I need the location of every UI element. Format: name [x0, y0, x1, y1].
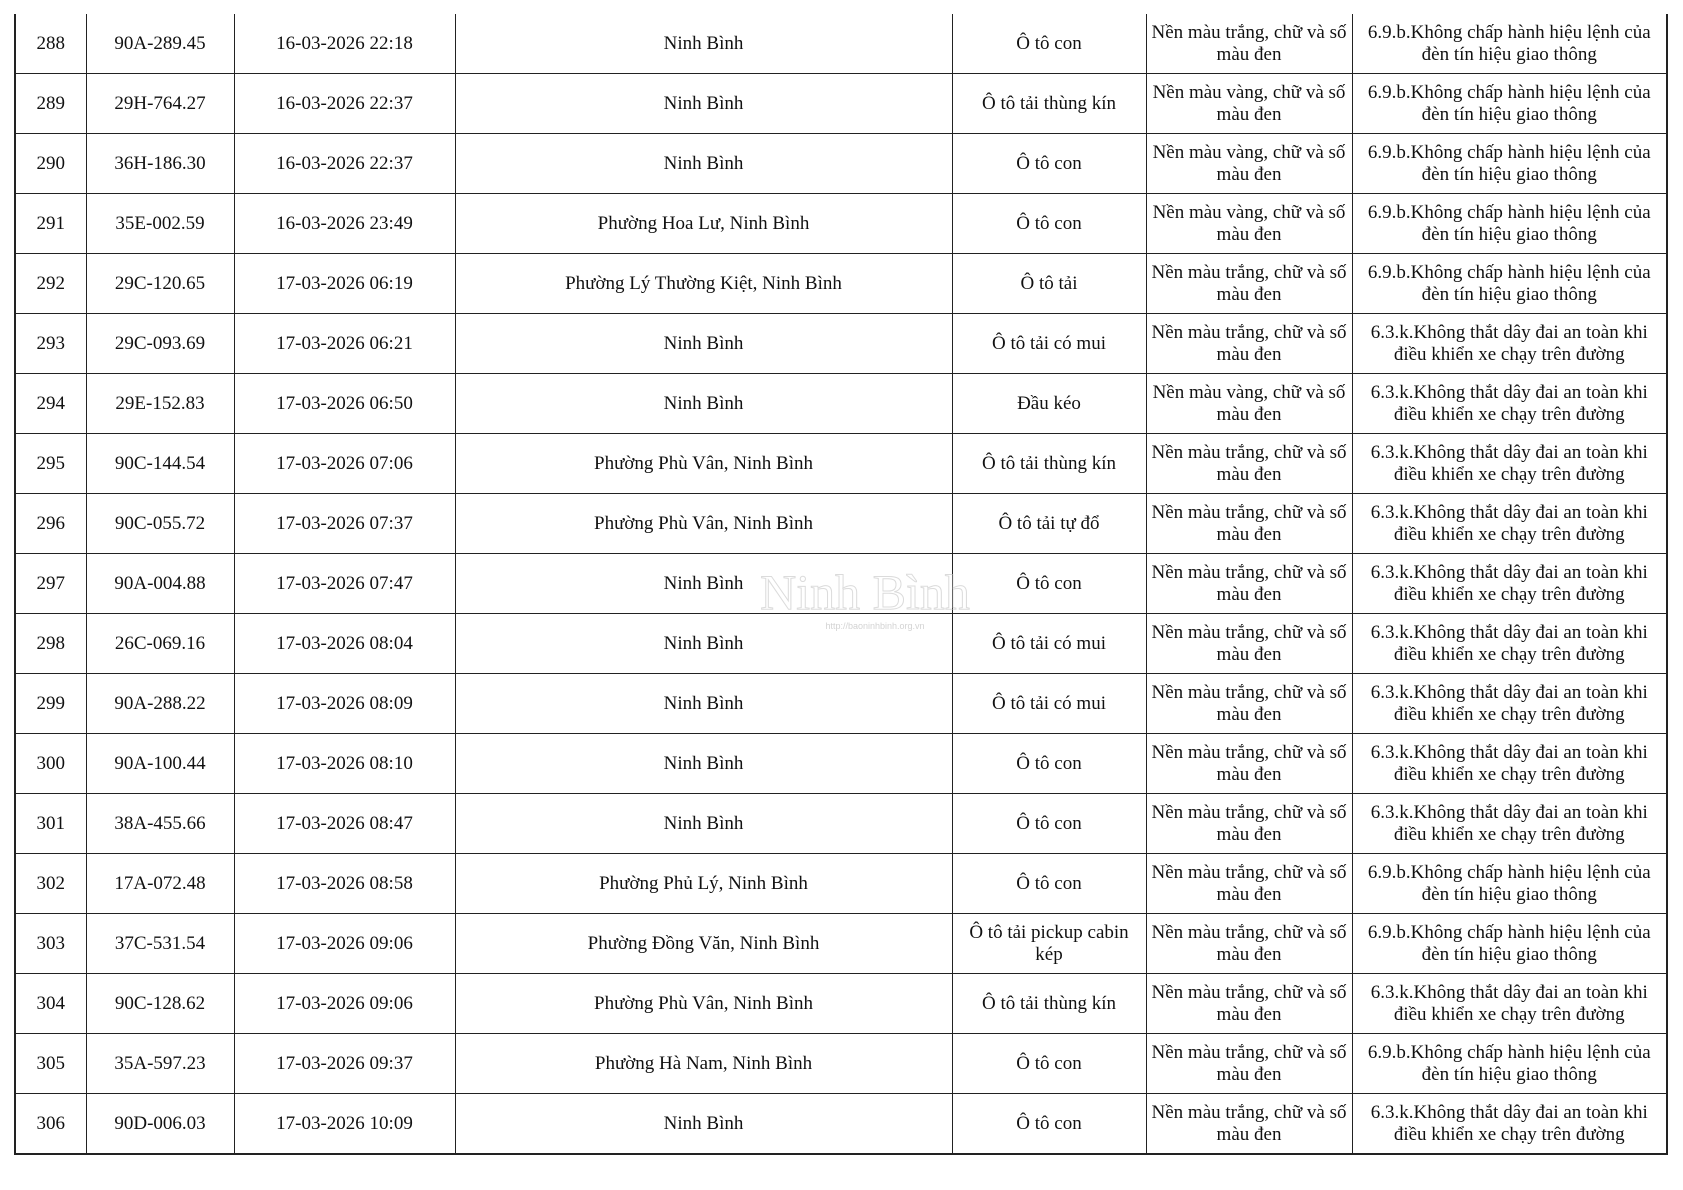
cell-location: Phường Đồng Văn, Ninh Bình	[455, 914, 952, 974]
table-row	[15, 1094, 1667, 1155]
cell-time: 17-03-2026 07:06	[234, 434, 455, 494]
cell-vehicle-type: Ô tô con	[952, 194, 1146, 254]
cell-plate-color: Nền màu vàng, chữ và số màu đen	[1146, 134, 1352, 194]
cell-violation: 6.9.b.Không chấp hành hiệu lệnh của đèn tín hiệu giao thông	[1352, 914, 1667, 974]
cell-vehicle-type: Ô tô tải	[952, 254, 1146, 314]
cell-time: 17-03-2026 07:37	[234, 494, 455, 554]
cell-plate: 29C-120.65	[86, 254, 234, 314]
cell-plate-color: Nền màu trắng, chữ và số màu đen	[1146, 14, 1352, 74]
table-row	[15, 974, 1667, 1034]
cell-vehicle-type: Ô tô tải có mui	[952, 314, 1146, 374]
cell-plate-color: Nền màu trắng, chữ và số màu đen	[1146, 494, 1352, 554]
cell-stt: 291	[15, 194, 86, 254]
cell-violation: 6.3.k.Không thắt dây đai an toàn khi điều khiển xe chạy trên đường	[1352, 974, 1667, 1034]
cell-violation: 6.9.b.Không chấp hành hiệu lệnh của đèn tín hiệu giao thông	[1352, 854, 1667, 914]
cell-location: Phường Hà Nam, Ninh Bình	[455, 1034, 952, 1094]
cell-time: 17-03-2026 10:09	[234, 1094, 455, 1155]
cell-plate: 90D-006.03	[86, 1094, 234, 1155]
cell-time: 16-03-2026 23:49	[234, 194, 455, 254]
table-row	[15, 314, 1667, 374]
cell-violation: 6.3.k.Không thắt dây đai an toàn khi điều khiển xe chạy trên đường	[1352, 794, 1667, 854]
cell-plate: 37C-531.54	[86, 914, 234, 974]
table-row	[15, 374, 1667, 434]
table-row	[15, 734, 1667, 794]
cell-violation: 6.9.b.Không chấp hành hiệu lệnh của đèn tín hiệu giao thông	[1352, 1034, 1667, 1094]
table-row	[15, 434, 1667, 494]
cell-violation: 6.3.k.Không thắt dây đai an toàn khi điều khiển xe chạy trên đường	[1352, 674, 1667, 734]
table-row	[15, 554, 1667, 614]
cell-time: 17-03-2026 09:06	[234, 914, 455, 974]
table-row	[15, 134, 1667, 194]
table-row	[15, 14, 1667, 74]
cell-location: Ninh Bình	[455, 314, 952, 374]
table-body	[15, 14, 1667, 1154]
cell-stt: 290	[15, 134, 86, 194]
table-row	[15, 1034, 1667, 1094]
watermark-title: Ninh Bình	[760, 565, 970, 620]
cell-plate-color: Nền màu vàng, chữ và số màu đen	[1146, 74, 1352, 134]
cell-stt: 293	[15, 314, 86, 374]
cell-location: Ninh Bình	[455, 74, 952, 134]
cell-location: Ninh Bình	[455, 134, 952, 194]
cell-violation: 6.3.k.Không thắt dây đai an toàn khi điều khiển xe chạy trên đường	[1352, 734, 1667, 794]
cell-plate-color: Nền màu trắng, chữ và số màu đen	[1146, 1094, 1352, 1155]
cell-vehicle-type: Ô tô tải có mui	[952, 614, 1146, 674]
cell-stt: 296	[15, 494, 86, 554]
cell-location: Ninh Bình	[455, 374, 952, 434]
cell-stt: 306	[15, 1094, 86, 1155]
cell-violation: 6.9.b.Không chấp hành hiệu lệnh của đèn tín hiệu giao thông	[1352, 74, 1667, 134]
table-row	[15, 194, 1667, 254]
cell-plate: 29H-764.27	[86, 74, 234, 134]
cell-plate: 36H-186.30	[86, 134, 234, 194]
cell-stt: 289	[15, 74, 86, 134]
cell-vehicle-type: Ô tô con	[952, 134, 1146, 194]
cell-stt: 295	[15, 434, 86, 494]
cell-vehicle-type: Ô tô tải có mui	[952, 674, 1146, 734]
cell-time: 17-03-2026 08:47	[234, 794, 455, 854]
cell-plate: 38A-455.66	[86, 794, 234, 854]
cell-time: 17-03-2026 09:06	[234, 974, 455, 1034]
cell-time: 16-03-2026 22:37	[234, 74, 455, 134]
table-row	[15, 794, 1667, 854]
cell-location: Ninh Bình	[455, 674, 952, 734]
cell-stt: 300	[15, 734, 86, 794]
cell-violation: 6.3.k.Không thắt dây đai an toàn khi điều khiển xe chạy trên đường	[1352, 1094, 1667, 1155]
cell-violation: 6.3.k.Không thắt dây đai an toàn khi điều khiển xe chạy trên đường	[1352, 374, 1667, 434]
cell-stt: 303	[15, 914, 86, 974]
cell-location: Phường Phủ Lý, Ninh Bình	[455, 854, 952, 914]
cell-vehicle-type: Ô tô con	[952, 794, 1146, 854]
violations-table	[14, 14, 1668, 1155]
cell-vehicle-type: Ô tô con	[952, 1094, 1146, 1155]
cell-location: Ninh Bình	[455, 554, 952, 614]
table-row	[15, 854, 1667, 914]
document-page	[14, 14, 1666, 1155]
cell-plate-color: Nền màu vàng, chữ và số màu đen	[1146, 194, 1352, 254]
cell-plate: 90C-128.62	[86, 974, 234, 1034]
table-row	[15, 674, 1667, 734]
cell-location: Phường Phù Vân, Ninh Bình	[455, 434, 952, 494]
cell-plate: 90A-289.45	[86, 14, 234, 74]
cell-plate-color: Nền màu trắng, chữ và số màu đen	[1146, 314, 1352, 374]
cell-plate: 35A-597.23	[86, 1034, 234, 1094]
cell-time: 17-03-2026 08:04	[234, 614, 455, 674]
cell-stt: 302	[15, 854, 86, 914]
cell-time: 17-03-2026 06:19	[234, 254, 455, 314]
cell-stt: 297	[15, 554, 86, 614]
cell-vehicle-type: Ô tô con	[952, 1034, 1146, 1094]
cell-plate: 90C-144.54	[86, 434, 234, 494]
cell-plate: 90A-004.88	[86, 554, 234, 614]
cell-plate-color: Nền màu trắng, chữ và số màu đen	[1146, 254, 1352, 314]
cell-vehicle-type: Ô tô tải thùng kín	[952, 74, 1146, 134]
cell-location: Ninh Bình	[455, 614, 952, 674]
cell-location: Ninh Bình	[455, 734, 952, 794]
cell-violation: 6.3.k.Không thắt dây đai an toàn khi điều khiển xe chạy trên đường	[1352, 434, 1667, 494]
cell-plate: 90C-055.72	[86, 494, 234, 554]
cell-plate: 29C-093.69	[86, 314, 234, 374]
cell-violation: 6.3.k.Không thắt dây đai an toàn khi điều khiển xe chạy trên đường	[1352, 494, 1667, 554]
table-row	[15, 254, 1667, 314]
cell-stt: 299	[15, 674, 86, 734]
watermark-url: http://baoninhbinh.org.vn	[825, 621, 925, 631]
cell-time: 17-03-2026 06:50	[234, 374, 455, 434]
cell-location: Phường Hoa Lư, Ninh Bình	[455, 194, 952, 254]
cell-time: 17-03-2026 08:09	[234, 674, 455, 734]
cell-time: 16-03-2026 22:37	[234, 134, 455, 194]
cell-stt: 292	[15, 254, 86, 314]
cell-plate-color: Nền màu trắng, chữ và số màu đen	[1146, 1034, 1352, 1094]
cell-location: Phường Lý Thường Kiệt, Ninh Bình	[455, 254, 952, 314]
cell-plate-color: Nền màu trắng, chữ và số màu đen	[1146, 614, 1352, 674]
cell-location: Ninh Bình	[455, 1094, 952, 1155]
cell-plate: 35E-002.59	[86, 194, 234, 254]
cell-time: 17-03-2026 07:47	[234, 554, 455, 614]
cell-vehicle-type: Ô tô tải pickup cabin kép	[952, 914, 1146, 974]
cell-violation: 6.3.k.Không thắt dây đai an toàn khi điều khiển xe chạy trên đường	[1352, 614, 1667, 674]
cell-plate-color: Nền màu trắng, chữ và số màu đen	[1146, 734, 1352, 794]
cell-time: 17-03-2026 08:58	[234, 854, 455, 914]
cell-vehicle-type: Ô tô con	[952, 734, 1146, 794]
table-row	[15, 614, 1667, 674]
cell-violation: 6.9.b.Không chấp hành hiệu lệnh của đèn tín hiệu giao thông	[1352, 194, 1667, 254]
cell-time: 17-03-2026 09:37	[234, 1034, 455, 1094]
cell-plate-color: Nền màu trắng, chữ và số màu đen	[1146, 554, 1352, 614]
cell-stt: 288	[15, 14, 86, 74]
cell-location: Ninh Bình	[455, 14, 952, 74]
cell-vehicle-type: Ô tô tải tự đổ	[952, 494, 1146, 554]
cell-plate-color: Nền màu trắng, chữ và số màu đen	[1146, 434, 1352, 494]
cell-violation: 6.9.b.Không chấp hành hiệu lệnh của đèn tín hiệu giao thông	[1352, 254, 1667, 314]
cell-plate: 90A-100.44	[86, 734, 234, 794]
cell-vehicle-type: Ô tô con	[952, 14, 1146, 74]
cell-location: Phường Phù Vân, Ninh Bình	[455, 494, 952, 554]
cell-time: 16-03-2026 22:18	[234, 14, 455, 74]
cell-stt: 294	[15, 374, 86, 434]
cell-plate: 29E-152.83	[86, 374, 234, 434]
cell-time: 17-03-2026 08:10	[234, 734, 455, 794]
cell-violation: 6.3.k.Không thắt dây đai an toàn khi điều khiển xe chạy trên đường	[1352, 314, 1667, 374]
cell-stt: 298	[15, 614, 86, 674]
cell-plate-color: Nền màu trắng, chữ và số màu đen	[1146, 674, 1352, 734]
table-row	[15, 494, 1667, 554]
cell-stt: 301	[15, 794, 86, 854]
cell-plate: 26C-069.16	[86, 614, 234, 674]
cell-stt: 305	[15, 1034, 86, 1094]
cell-plate-color: Nền màu trắng, chữ và số màu đen	[1146, 914, 1352, 974]
cell-vehicle-type: Ô tô tải thùng kín	[952, 974, 1146, 1034]
cell-vehicle-type: Ô tô con	[952, 854, 1146, 914]
cell-plate: 90A-288.22	[86, 674, 234, 734]
cell-plate-color: Nền màu trắng, chữ và số màu đen	[1146, 974, 1352, 1034]
cell-vehicle-type: Ô tô con	[952, 554, 1146, 614]
cell-plate-color: Nền màu vàng, chữ và số màu đen	[1146, 374, 1352, 434]
cell-stt: 304	[15, 974, 86, 1034]
table-row	[15, 74, 1667, 134]
cell-vehicle-type: Đầu kéo	[952, 374, 1146, 434]
cell-time: 17-03-2026 06:21	[234, 314, 455, 374]
cell-plate-color: Nền màu trắng, chữ và số màu đen	[1146, 854, 1352, 914]
cell-violation: 6.3.k.Không thắt dây đai an toàn khi điều khiển xe chạy trên đường	[1352, 554, 1667, 614]
cell-violation: 6.9.b.Không chấp hành hiệu lệnh của đèn tín hiệu giao thông	[1352, 14, 1667, 74]
cell-location: Ninh Bình	[455, 794, 952, 854]
table-row	[15, 914, 1667, 974]
cell-violation: 6.9.b.Không chấp hành hiệu lệnh của đèn tín hiệu giao thông	[1352, 134, 1667, 194]
cell-location: Phường Phù Vân, Ninh Bình	[455, 974, 952, 1034]
cell-plate: 17A-072.48	[86, 854, 234, 914]
cell-vehicle-type: Ô tô tải thùng kín	[952, 434, 1146, 494]
cell-plate-color: Nền màu trắng, chữ và số màu đen	[1146, 794, 1352, 854]
